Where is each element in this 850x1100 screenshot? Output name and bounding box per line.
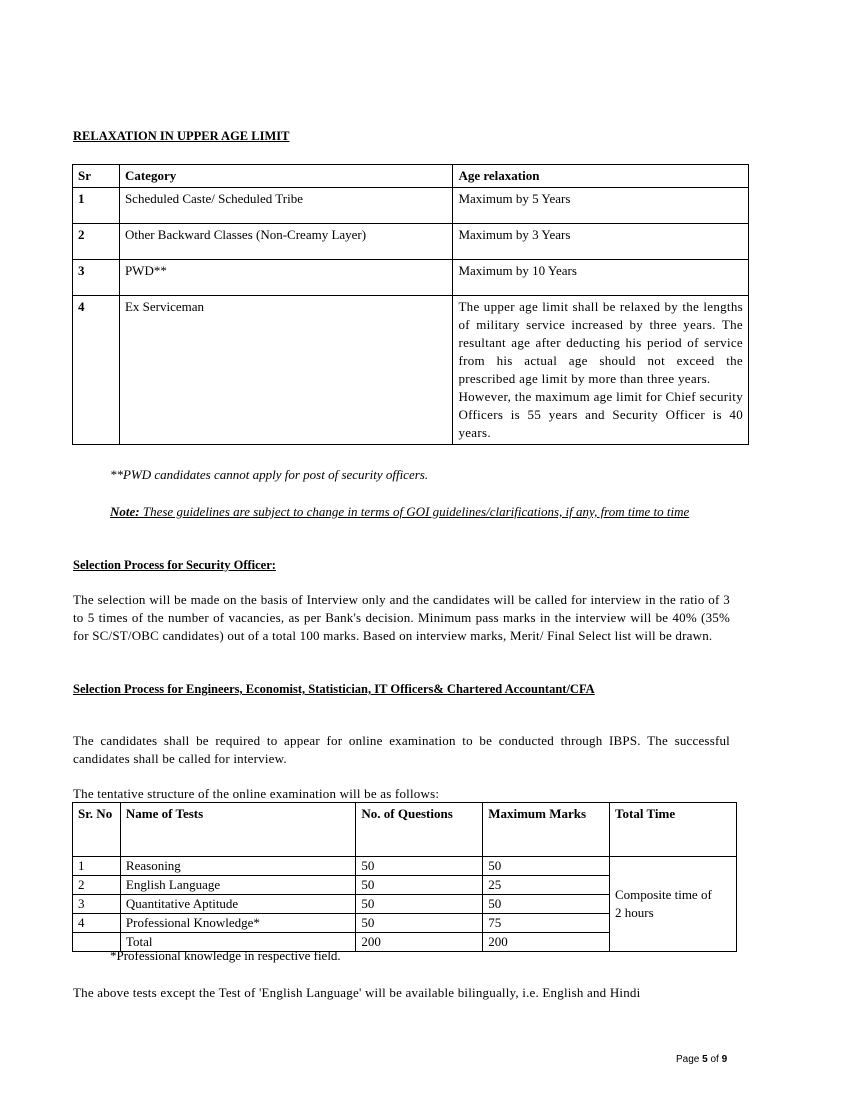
row-marks: 75: [483, 914, 610, 933]
row-questions: 50: [356, 914, 483, 933]
table-row: [73, 857, 737, 876]
page-total: 9: [721, 1054, 728, 1065]
row-category: PWD**: [119, 260, 452, 296]
page-of: of: [707, 1054, 722, 1065]
header-age: Age relaxation: [453, 165, 749, 188]
engineers-body: The candidates shall be required to appear for online examination to be conducted through IBPS. The successful candidates shall be called for interview.: [73, 733, 730, 766]
total-label: Total: [120, 933, 355, 952]
exam-table: [72, 802, 737, 952]
page-number: [676, 1054, 727, 1065]
closing-text: The above tests except the Test of 'English Language' will be available bilingually, i.e. English and Hindi: [73, 985, 641, 1000]
page-label: Page: [676, 1054, 703, 1065]
row-sr: 2: [73, 876, 121, 895]
security-body: The selection will be made on the basis of Interview only and the candidates will be called for interview in the ratio of 3 to 5 times of the number of vacancies, as per Bank's decision. Minimum pass marks in the interview will be 40% (35% for SC/ST/OBC candidates) out of a total 100 marks. Based on interview marks, Merit/ Final Select list will be drawn.: [73, 592, 730, 643]
row-age: Maximum by 10 Years: [453, 260, 749, 296]
row-marks: 50: [483, 895, 610, 914]
row-sr: 3: [73, 260, 120, 296]
composite-time: [610, 857, 737, 952]
row-category: Scheduled Caste/ Scheduled Tribe: [119, 188, 452, 224]
header-category: Category: [119, 165, 452, 188]
row-sr: 2: [73, 224, 120, 260]
row-name: Reasoning: [120, 857, 355, 876]
total-marks: 200: [483, 933, 610, 952]
note-label: Note:: [110, 504, 140, 519]
table-row: [73, 260, 749, 296]
row-sr: 3: [73, 895, 121, 914]
row-category: Other Backward Classes (Non-Creamy Layer): [119, 224, 452, 260]
table-header-row: [73, 165, 749, 188]
row-age-text-2: However, the maximum age limit for Chief security Officers is 55 years and Security Officer is 40 years.: [458, 389, 743, 440]
header-name: Name of Tests: [120, 803, 355, 857]
note: [110, 503, 735, 521]
header-marks: Maximum Marks: [483, 803, 610, 857]
table-row: [73, 296, 749, 445]
structure-intro: The tentative structure of the online examination will be as follows:: [73, 786, 440, 801]
row-name: Quantitative Aptitude: [120, 895, 355, 914]
row-age: [453, 296, 749, 445]
relaxation-title: RELAXATION IN UPPER AGE LIMIT: [73, 129, 290, 143]
security-title: Selection Process for Security Officer:: [73, 558, 276, 572]
header-questions: No. of Questions: [356, 803, 483, 857]
page-current: 5: [702, 1054, 708, 1065]
row-marks: 50: [483, 857, 610, 876]
row-age: Maximum by 5 Years: [453, 188, 749, 224]
row-sr: 1: [73, 857, 121, 876]
row-sr: 1: [73, 188, 120, 224]
row-questions: 50: [356, 876, 483, 895]
row-questions: 50: [356, 857, 483, 876]
table-header-row: [73, 803, 737, 857]
professional-footnote: *Professional knowledge in respective field.: [110, 948, 341, 963]
header-sr: Sr: [73, 165, 120, 188]
row-sr: 4: [73, 914, 121, 933]
row-sr: 4: [73, 296, 120, 445]
header-time: Total Time: [610, 803, 737, 857]
pwd-footnote: **PWD candidates cannot apply for post of security officers.: [110, 467, 429, 482]
row-marks: 25: [483, 876, 610, 895]
table-row: [73, 188, 749, 224]
row-name: Professional Knowledge*: [120, 914, 355, 933]
relaxation-table: [72, 164, 749, 445]
total-questions: 200: [356, 933, 483, 952]
composite-time-text: Composite time of 2 hours: [615, 887, 712, 920]
row-age-text: The upper age limit shall be relaxed by the lengths of military service increased by three years. The resultant age after deducting his period of service from his actual age should not exceed the prescribed age limit by more than three years.: [458, 299, 743, 386]
note-text: These guidelines are subject to change in terms of GOI guidelines/clarifications, if any, from time to time: [139, 504, 690, 519]
header-sr: Sr. No: [73, 803, 121, 857]
row-category: Ex Serviceman: [119, 296, 452, 445]
row-name: English Language: [120, 876, 355, 895]
row-age: Maximum by 3 Years: [453, 224, 749, 260]
row-questions: 50: [356, 895, 483, 914]
engineers-title: Selection Process for Engineers, Economist, Statistician, IT Officers& Chartered Accountant/CFA: [73, 682, 595, 696]
table-row: [73, 224, 749, 260]
